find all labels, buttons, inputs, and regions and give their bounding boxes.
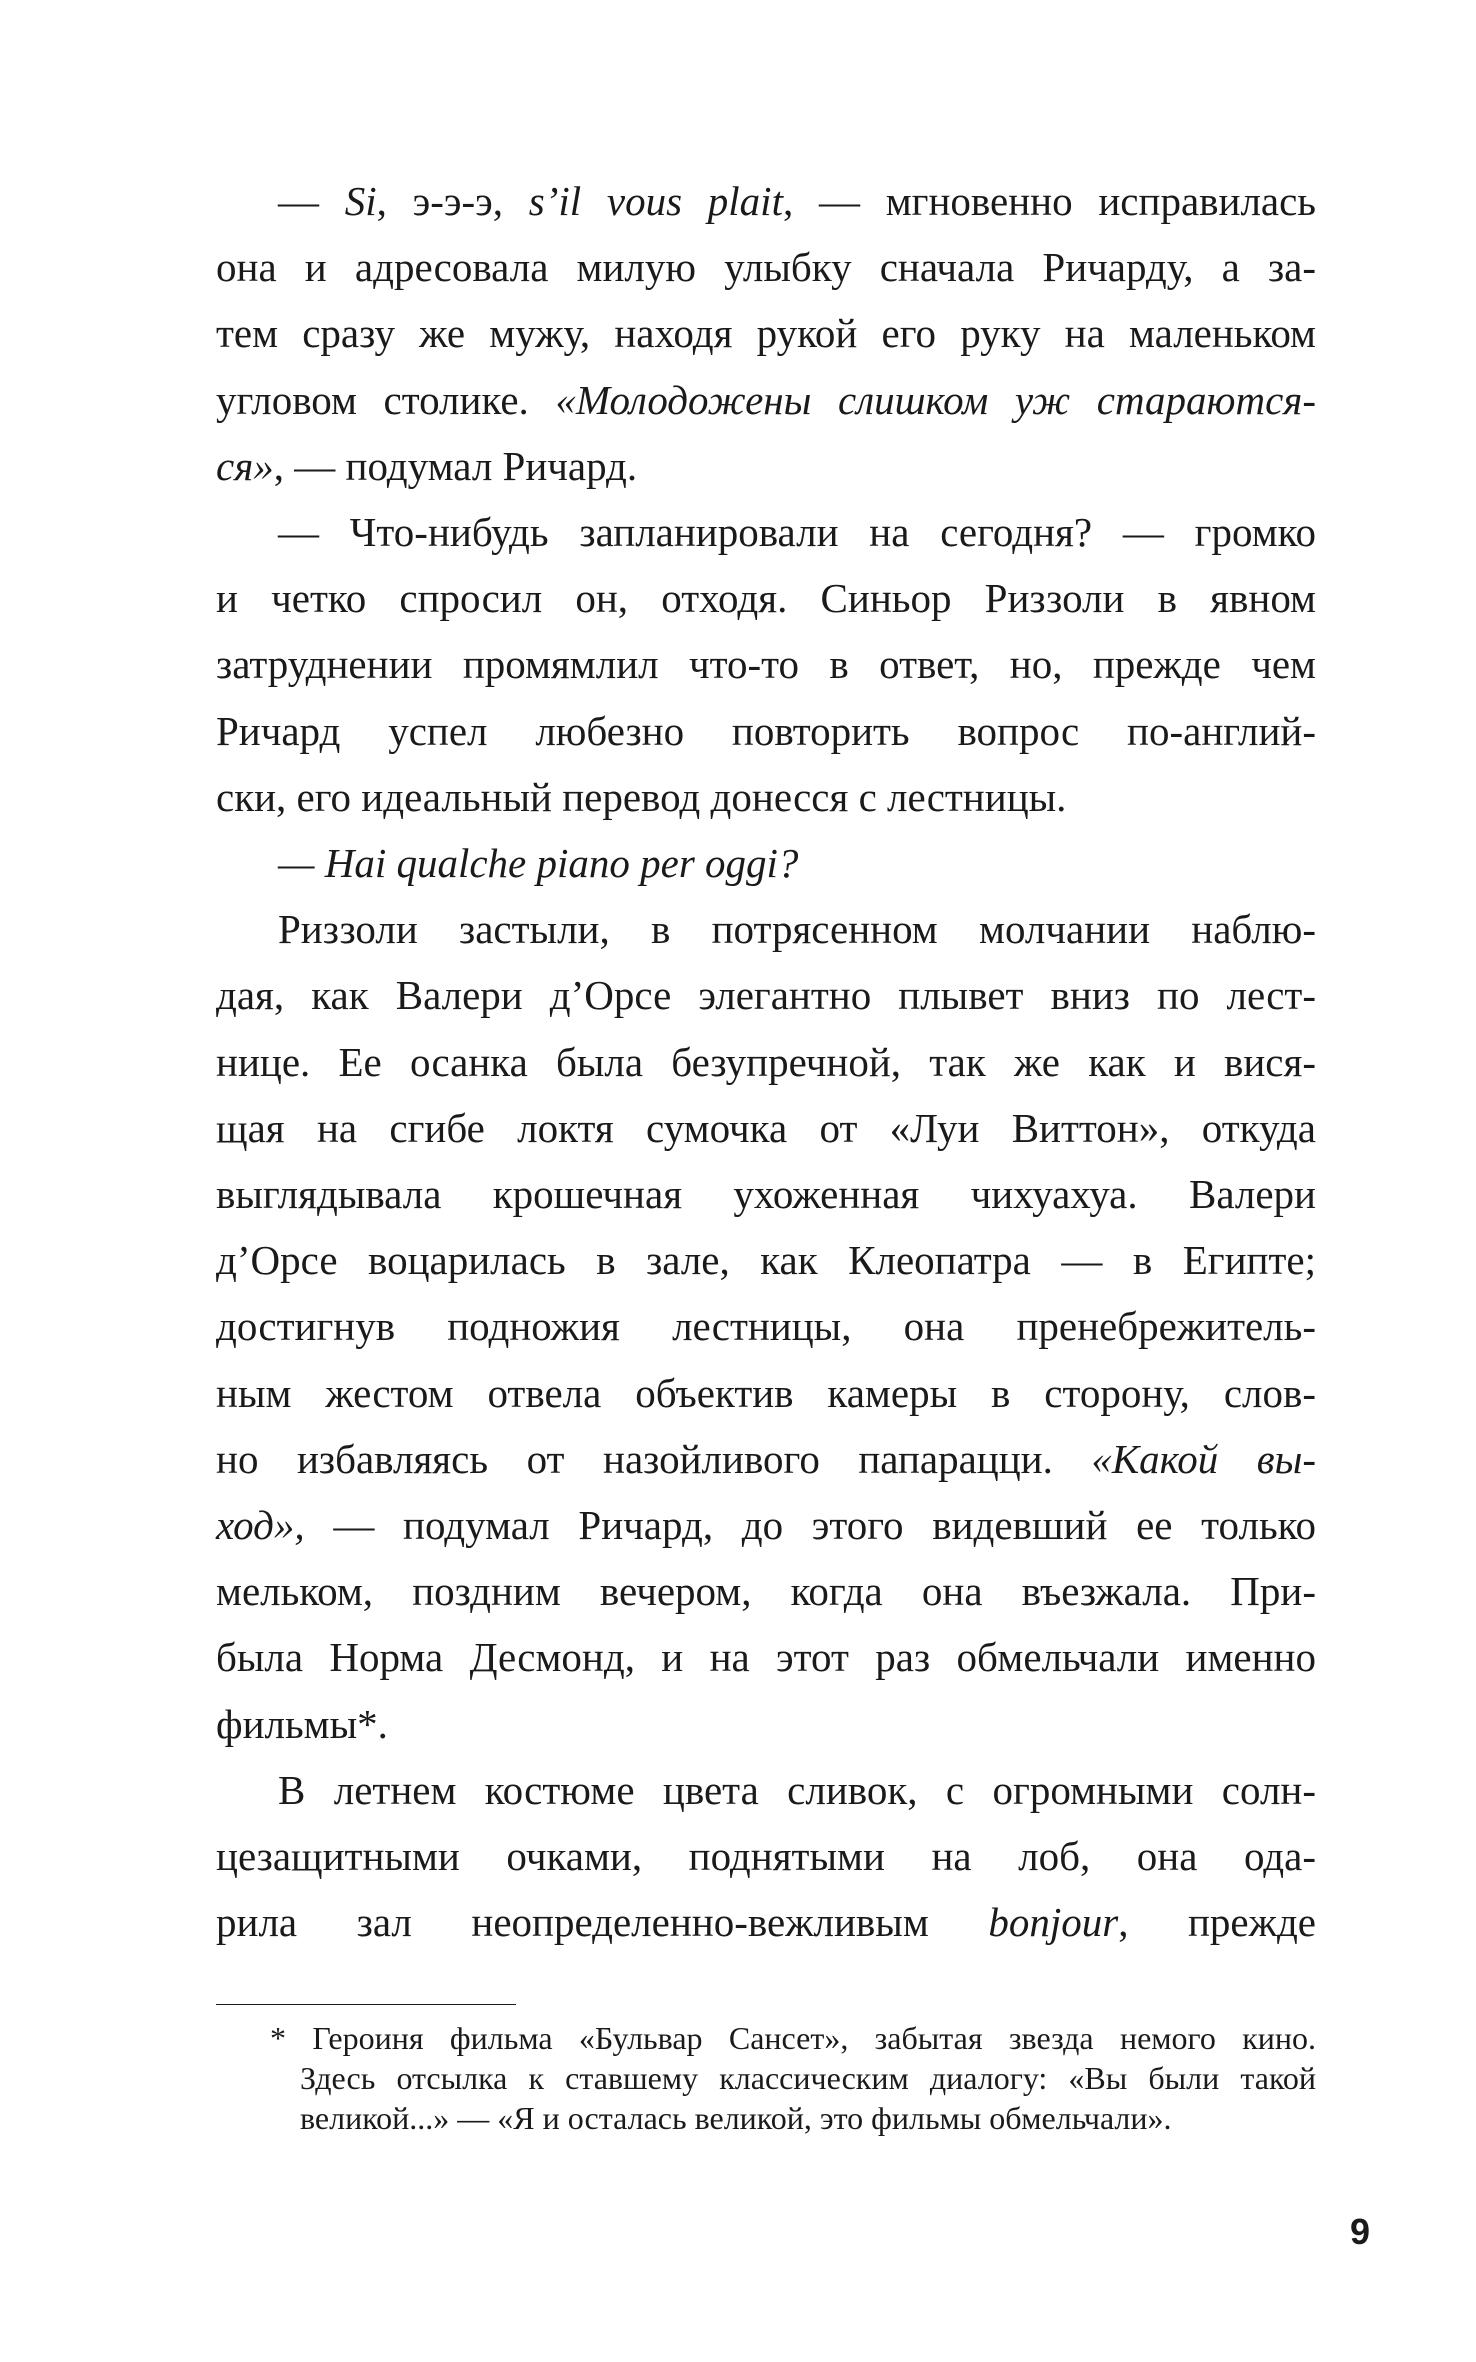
text-line: ход», — подумал Ричард, до этого видевший ее только <box>216 1502 1316 1549</box>
text-line: д’Орсе воцарилась в зале, как Клеопатра — в Египте; <box>216 1237 1316 1284</box>
text-line: В летнем костюме цвета сливок, с огромными солн- <box>278 1766 1316 1813</box>
text-line: щая на сгибе локтя сумочка от «Луи Виттон», откуда <box>216 1104 1316 1151</box>
text-line: достигнув подножия лестницы, она пренебрежитель- <box>216 1303 1316 1350</box>
text-line: затруднении промямлил что-то в ответ, но, прежде чем <box>216 641 1316 688</box>
text-line: тем сразу же мужу, находя рукой его руку на маленьком <box>216 310 1316 357</box>
text-line: ски, его идеальный перевод донесся с лестницы. <box>216 773 1067 820</box>
text-line: Риззоли застыли, в потрясенном молчании наблю- <box>278 906 1316 953</box>
text-line: угловом столике. «Молодожены слишком уж стараются- <box>216 376 1316 423</box>
text-line: ся», — подумал Ричард. <box>216 442 638 489</box>
text-line: ным жестом отвела объектив камеры в сторону, слов- <box>216 1369 1316 1416</box>
footnote-divider <box>216 2004 516 2005</box>
text-line: — Hai qualche piano per oggi? <box>278 840 799 887</box>
page-number: 9 <box>1349 2211 1370 2252</box>
footnote-line: * Героиня фильма «Бульвар Сансет», забытая звезда немого кино. <box>270 2020 1316 2056</box>
text-line: она и адресовала милую улыбку сначала Ричарду, а за- <box>216 244 1316 291</box>
text-line: цезащитными очками, поднятыми на лоб, она ода- <box>216 1833 1316 1880</box>
text-line: нице. Ее осанка была безупречной, так же как и вися- <box>216 1038 1316 1085</box>
text-line: Ричард успел любезно повторить вопрос по-англий- <box>216 707 1316 754</box>
footnote-line: Здесь отсылка к ставшему классическим диалогу: «Вы были такой <box>300 2060 1316 2096</box>
text-line: — Si, э-э-э, s’il vous plait, — мгновенно исправилась <box>278 178 1316 224</box>
text-line: и четко спросил он, отходя. Синьор Риззоли в явном <box>216 575 1316 622</box>
body-text <box>216 168 1316 1955</box>
text-line: фильмы*. <box>216 1700 388 1747</box>
footnote-line: великой...» — «Я и осталась великой, это фильмы обмельчали». <box>300 2100 1172 2136</box>
text-line: была Норма Десмонд, и на этот раз обмельчали именно <box>216 1634 1316 1681</box>
text-line: рила зал неопределенно-вежливым bonjour, прежде <box>216 1899 1317 1946</box>
footnote <box>216 2018 1316 2138</box>
text-line: выглядывала крошечная ухоженная чихуахуа. Валери <box>216 1171 1316 1218</box>
text-line: мельком, поздним вечером, когда она въезжала. При- <box>216 1568 1316 1615</box>
text-line: дая, как Валери д’Орсе элегантно плывет вниз по лест- <box>216 972 1316 1019</box>
text-line: но избавляясь от назойливого папарацци. «Какой вы- <box>216 1435 1317 1482</box>
text-line: — Что-нибудь запланировали на сегодня? — громко <box>278 509 1316 556</box>
